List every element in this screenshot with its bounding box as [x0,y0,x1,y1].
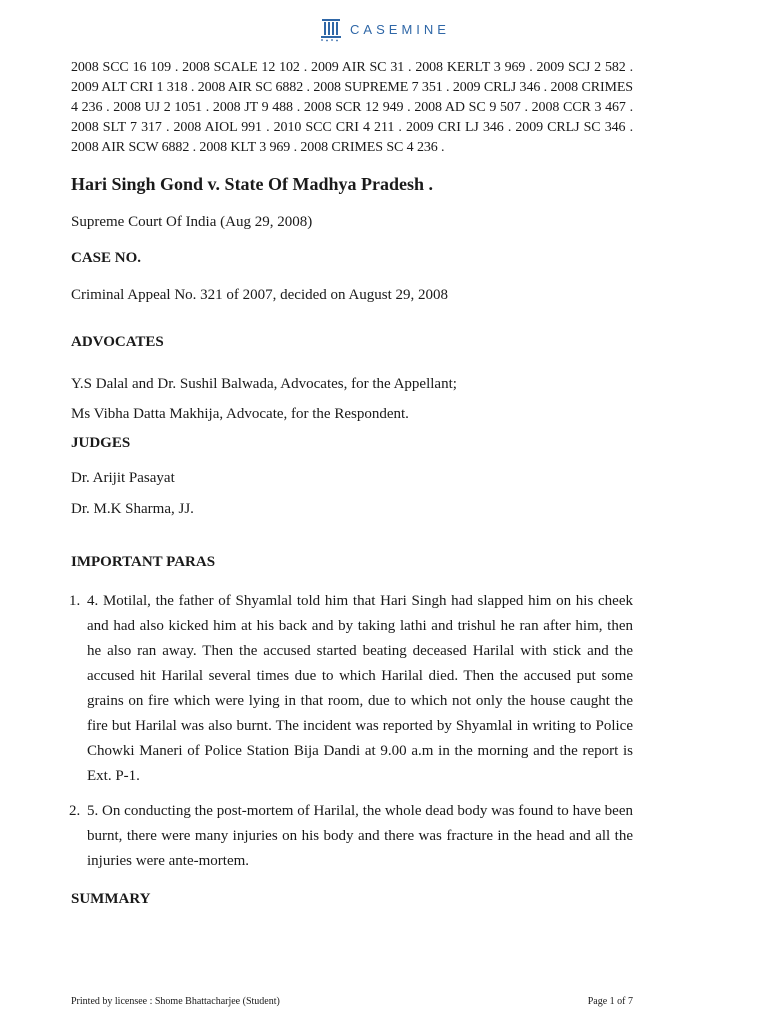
advocate-line: Y.S Dalal and Dr. Sushil Balwada, Advocates, for the Appellant; [71,376,457,392]
brand-name: CASEMINE [350,21,450,37]
document-body [71,58,633,909]
printed-by: Printed by licensee : Shome Bhattacharjee (Student) [71,996,280,1007]
case-no-text: Criminal Appeal No. 321 of 2007, decided on August 29, 2008 [71,287,449,303]
judges-heading: JUDGES [71,435,131,451]
important-paras-heading: IMPORTANT PARAS [71,554,216,570]
page-number: Page 1 of 7 [587,996,633,1007]
para-text: 5. On conducting the post-mortem of Harilal, the whole dead body was found to have been burnt, there were many injuries on his body and there was fracture in the head and all the injuries were ante-mortem. [87,803,633,869]
casemine-logo[interactable] [318,16,450,42]
list-item [71,799,633,874]
citation-list: 2008 SCC 16 109 . 2008 SCALE 12 102 . 2009 AIR SC 31 . 2008 KERLT 3 969 . 2009 SCJ 2 582 . 2009 ALT CRI 1 318 . 2008 AIR SC 6882 . 2008 SUPREME 7 351 . 2009 CRLJ 346 . 2008 CRIMES 4 236 . 2008 UJ 2 1051 . 2008 JT 9 488 . 2008 SCR 12 949 . 2008 AD SC 9 507 . 2008 CCR 3 467 . 2008 SLT 7 317 . 2008 AIOL 991 . 2010 SCC CRI 4 211 . 2009 CRI LJ 346 . 2009 CRLJ SC 346 . 2008 AIR SCW 6882 . 2008 KLT 3 969 . 2008 CRIMES SC 4 236 . [71,60,633,155]
page-header [0,14,768,44]
case-title: Hari Singh Gond v. State Of Madhya Pradesh . [71,174,434,194]
case-no-heading: CASE NO. [71,250,142,266]
summary-heading: SUMMARY [71,891,151,907]
para-number: 2. [69,803,81,819]
para-number: 1. [69,593,81,609]
list-item [71,589,633,789]
judge-name: Dr. Arijit Pasayat [71,470,175,486]
advocate-line: Ms Vibha Datta Makhija, Advocate, for the Respondent. [71,406,409,422]
important-paras-list [71,589,633,874]
advocates-heading: ADVOCATES [71,334,164,350]
para-text: 4. Motilal, the father of Shyamlal told him that Hari Singh had slapped him on his cheek and had also kicked him at his back and by taking lathi and trishul he ran after him, then he also ran away. Then the accused started beating deceased Harilal with stick and the accused hit Harilal several times due to which Harilal died. Then the accused put some grains on fire which were lying in that room, due to which not only the house caught the fire but Harilal was also burnt. The incident was reported by Shyamlal in writing to Police Chowki Maneri of Police Station Bija Dandi at 9.00 a.m in the morning and the report is Ext. P-1. [87,593,633,784]
pillar-icon [318,16,344,42]
page-footer [71,996,633,1007]
court-and-date: Supreme Court Of India (Aug 29, 2008) [71,214,313,230]
judge-name: Dr. M.K Sharma, JJ. [71,501,194,517]
